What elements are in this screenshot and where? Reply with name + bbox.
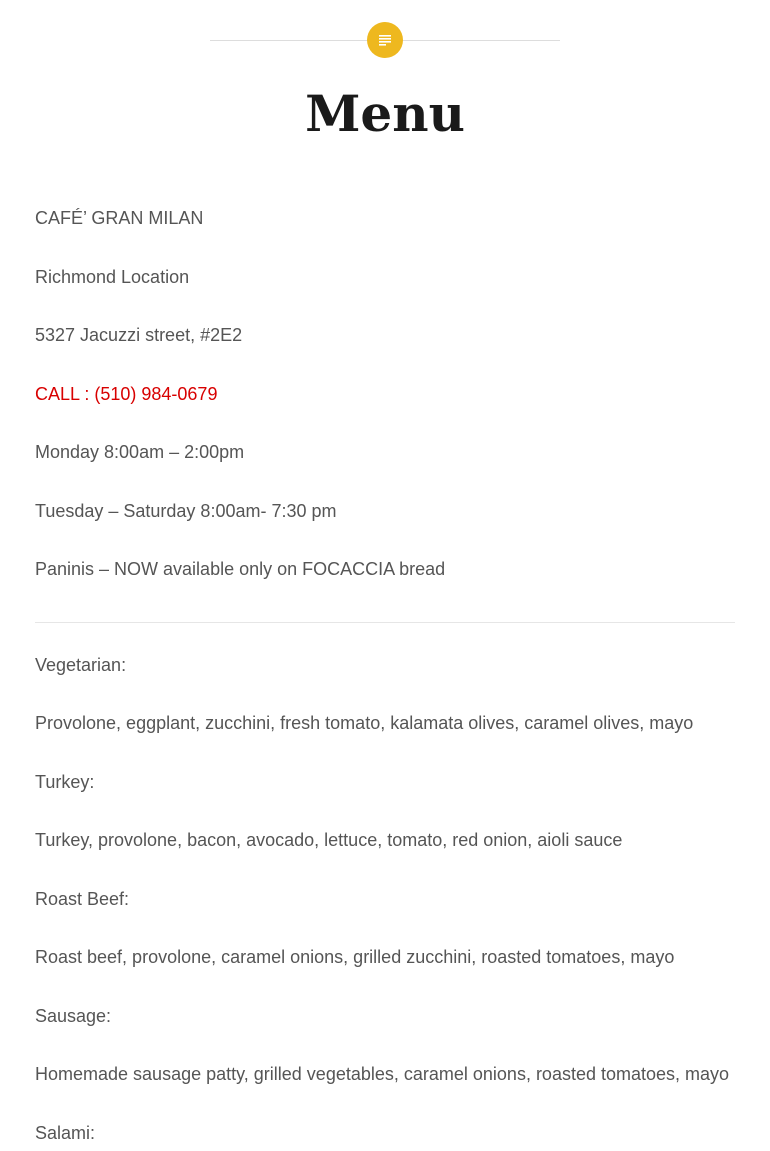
hours-monday: Monday 8:00am – 2:00pm <box>35 442 245 462</box>
location-label: Richmond Location <box>35 267 190 287</box>
focaccia-note: Paninis – NOW available only on FOCACCIA bread <box>35 559 446 579</box>
menu-item-description: Roast beef, provolone, caramel onions, grilled zucchini, roasted tomatoes, mayo <box>35 947 675 967</box>
menu-item-name: Sausage: <box>35 1006 112 1026</box>
call-phone-link[interactable]: CALL : (510) 984-0679 <box>35 384 218 404</box>
menu-item-description: Turkey, provolone, bacon, avocado, lettuce, tomato, red onion, aioli sauce <box>35 830 623 850</box>
address: 5327 Jacuzzi street, #2E2 <box>35 325 243 345</box>
menu-item-description: Provolone, eggplant, zucchini, fresh tomato, kalamata olives, caramel olives, mayo <box>35 713 694 733</box>
text-lines-icon <box>378 34 392 46</box>
section-divider <box>35 622 735 623</box>
menu-item-name: Roast Beef: <box>35 889 130 909</box>
menu-item-description: Homemade sausage patty, grilled vegetables, caramel onions, roasted tomatoes, mayo <box>35 1064 730 1084</box>
cafe-name: CAFÉ’ GRAN MILAN <box>35 208 204 228</box>
menu-item-name: Salami: <box>35 1123 96 1143</box>
menu-item-name: Vegetarian: <box>35 655 127 675</box>
post-format-text-icon[interactable] <box>367 22 403 58</box>
page-header <box>0 0 770 180</box>
page-title: Menu <box>305 84 465 143</box>
menu-item-name: Turkey: <box>35 772 95 792</box>
hours-tuesday-saturday: Tuesday – Saturday 8:00am- 7:30 pm <box>35 501 337 521</box>
